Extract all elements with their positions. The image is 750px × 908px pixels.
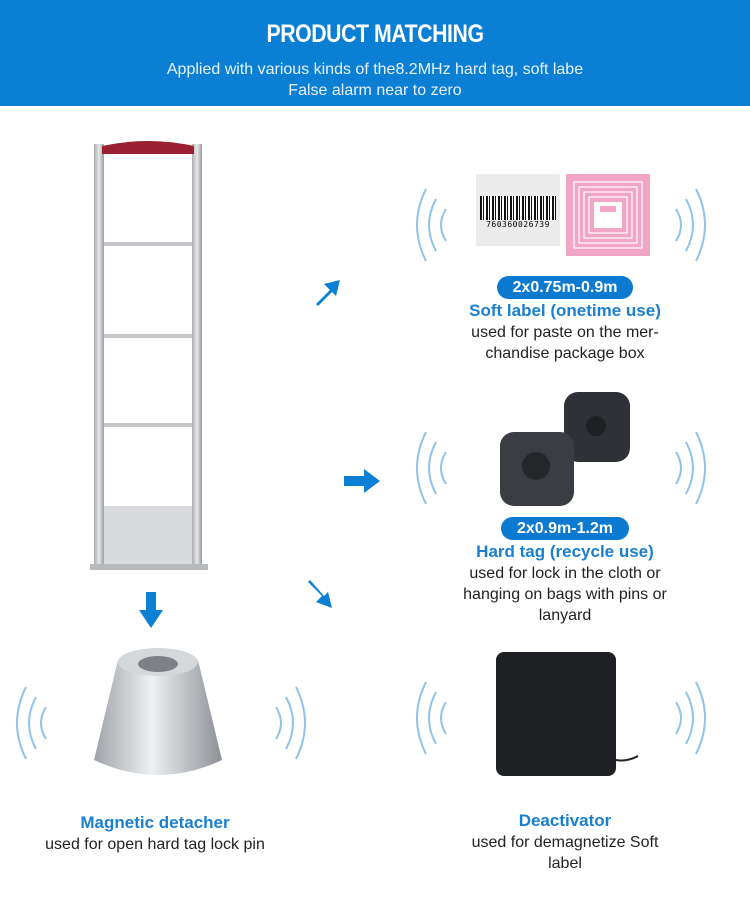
soft-label-caption [420, 276, 710, 364]
barcode-number: 760360026739 [486, 220, 550, 229]
signal-waves-icon [410, 678, 450, 758]
barcode [480, 196, 556, 220]
signal-waves-icon [272, 683, 312, 763]
subtitle-line-1: Applied with various kinds of the8.2MHz hard tag, soft labe [166, 61, 584, 78]
header-banner [0, 0, 750, 106]
soft-label-title: Soft label (onetime use) [469, 301, 661, 320]
range-badge: 2x0.9m-1.2m [501, 517, 629, 540]
arrow-up-right-icon [312, 278, 342, 308]
signal-waves-icon [672, 185, 712, 265]
signal-waves-icon [672, 678, 712, 758]
deactivator-image [492, 650, 642, 780]
hard-tag-image [490, 388, 640, 508]
soft-label-desc: used for paste on the mer-chandise package box [471, 324, 659, 362]
deactivator-title: Deactivator [518, 811, 612, 830]
arrow-right-icon [344, 469, 380, 493]
hard-tag-title: Hard tag (recycle use) [476, 542, 654, 561]
subtitle-line-2: False alarm near to zero [288, 82, 462, 99]
magnetic-detacher-image [88, 640, 228, 790]
arrow-down-right-icon [304, 578, 334, 610]
detacher-caption [30, 812, 280, 855]
arrow-down-icon [139, 592, 163, 628]
detacher-desc: used for open hard tag lock pin [45, 836, 265, 853]
hard-tag-desc: used for lock in the cloth or hanging on bags with pins or lanyard [463, 565, 667, 624]
eas-security-gate-image [88, 138, 210, 574]
deactivator-caption [440, 810, 690, 874]
deactivator-desc: used for demagnetize Soft label [471, 834, 659, 872]
hard-tag-caption [420, 517, 710, 626]
range-badge: 2x0.75m-0.9m [497, 276, 634, 299]
detacher-title: Magnetic detacher [80, 813, 230, 832]
barcode-label-image [476, 174, 560, 246]
rf-soft-label-image [566, 174, 650, 256]
signal-waves-icon [672, 428, 712, 508]
signal-waves-icon [410, 428, 450, 508]
page-title: PRODUCT MATCHING [266, 20, 484, 48]
signal-waves-icon [410, 185, 450, 265]
signal-waves-icon [10, 683, 50, 763]
